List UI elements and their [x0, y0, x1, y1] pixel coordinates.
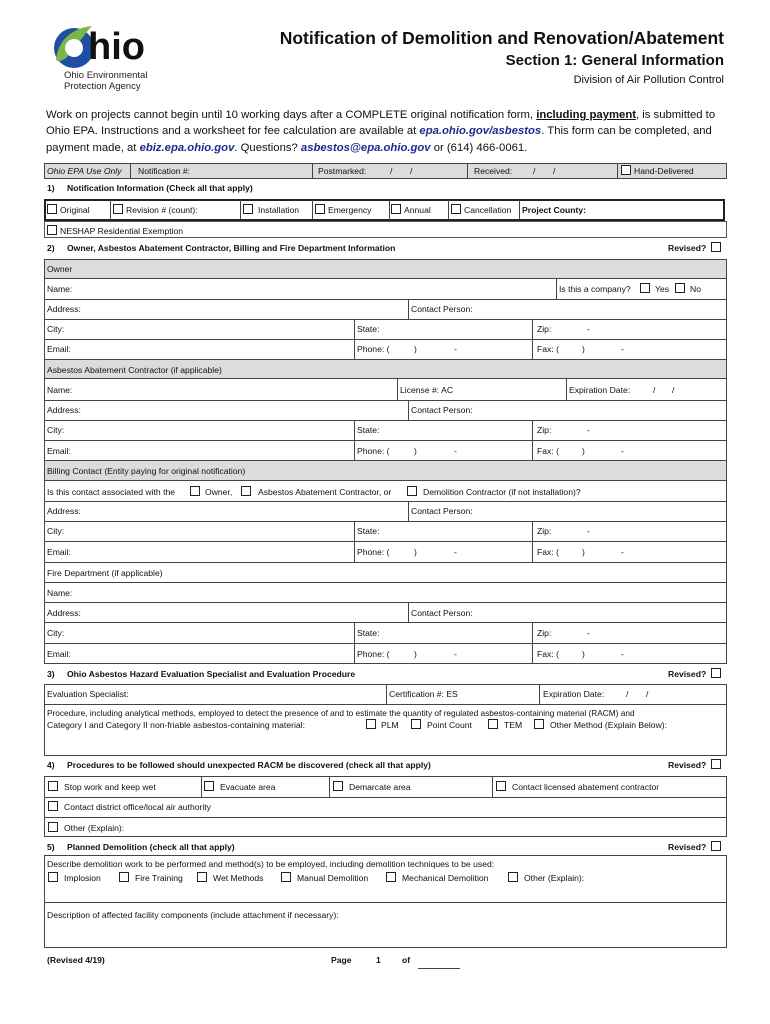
owner-address-label: Address:	[47, 304, 81, 314]
specialist-label: Evaluation Specialist:	[47, 689, 129, 699]
fire-training-label: Fire Training	[135, 873, 183, 883]
revision-label: Revision # (count):	[126, 205, 198, 215]
billing-demo-label: Demolition Contractor (if not installation)?	[423, 487, 581, 497]
license-label: License #: AC	[400, 385, 454, 395]
installation-label: Installation	[258, 205, 300, 215]
hand-delivered-label: Hand-Delivered	[634, 166, 694, 176]
manual-demolition-checkbox[interactable]	[281, 872, 291, 882]
stop-work-checkbox[interactable]	[48, 781, 58, 791]
evacuate-label: Evacuate area	[220, 782, 276, 792]
components-label: Description of affected facility components (include attachment if necessary):	[47, 910, 339, 920]
section-3-title: Ohio Asbestos Hazard Evaluation Specialist and Evaluation Procedure	[67, 669, 356, 679]
no-label: No	[690, 284, 701, 294]
ohio-epa-logo	[48, 22, 168, 94]
hand-delivered-checkbox[interactable]	[621, 165, 631, 175]
dash: -	[454, 446, 457, 456]
contractor-state-label: State:	[357, 425, 380, 435]
contractor-email-label: Email:	[47, 446, 71, 456]
demarcate-label: Demarcate area	[349, 782, 411, 792]
billing-owner-checkbox[interactable]	[190, 486, 200, 496]
dash: -	[587, 526, 590, 536]
section-3-number: 3)	[47, 669, 55, 679]
annual-label: Annual	[404, 205, 431, 215]
original-checkbox[interactable]	[47, 204, 57, 214]
fire-state-label: State:	[357, 628, 380, 638]
fire-email-label: Email:	[47, 649, 71, 659]
dash: -	[621, 446, 624, 456]
dash: -	[587, 425, 590, 435]
contractor-city-label: City:	[47, 425, 65, 435]
dash: -	[587, 628, 590, 638]
intro-paragraph	[46, 107, 736, 156]
division-title: Division of Air Pollution Control	[573, 74, 724, 86]
cancellation-label: Cancellation	[464, 205, 512, 215]
owner-email-label: Email:	[47, 344, 71, 354]
cancellation-checkbox[interactable]	[451, 204, 461, 214]
revised-label: Revised?	[668, 243, 707, 253]
dash: -	[454, 547, 457, 557]
dash: -	[621, 547, 624, 557]
section-1-title: Notification Information (Check all that apply)	[67, 183, 253, 193]
billing-owner-label: Owner,	[205, 487, 233, 497]
company-yes-checkbox[interactable]	[640, 283, 650, 293]
owner-contact-label: Contact Person:	[411, 304, 473, 314]
billing-contractor-checkbox[interactable]	[241, 486, 251, 496]
original-label: Original	[60, 205, 90, 215]
point-count-label: Point Count	[427, 720, 472, 730]
section-4-revised-checkbox[interactable]	[711, 759, 721, 769]
certification-label: Certification #: ES	[389, 689, 458, 699]
other-demolition-label: Other (Explain):	[524, 873, 585, 883]
point-count-checkbox[interactable]	[411, 719, 421, 729]
contractor-contact-label: Contact Person:	[411, 405, 473, 415]
revision-checkbox[interactable]	[113, 204, 123, 214]
company-no-checkbox[interactable]	[675, 283, 685, 293]
specialist-expiration-label: Expiration Date:	[543, 689, 605, 699]
section-2-title: Owner, Asbestos Abatement Contractor, Billing and Fire Department Information	[67, 243, 396, 253]
owner-phone-label: Phone: (	[357, 344, 390, 354]
contact-district-label: Contact district office/local air authority	[64, 802, 211, 812]
contractor-address-label: Address:	[47, 405, 81, 415]
other-procedure-checkbox[interactable]	[48, 822, 58, 832]
neshap-label: NESHAP Residential Exemption	[60, 226, 184, 236]
intro-text-4: . Questions?	[234, 141, 301, 154]
slash: /	[410, 166, 413, 176]
logo-sub-1: Ohio Environmental	[64, 70, 148, 81]
fire-city-label: City:	[47, 628, 65, 638]
owner-state-label: State:	[357, 324, 380, 334]
paren: )	[582, 446, 585, 456]
contact-licensed-checkbox[interactable]	[496, 781, 506, 791]
billing-phone-label: Phone: (	[357, 547, 390, 557]
intro-text-5: or (614) 466-0061.	[430, 141, 528, 154]
other-method-checkbox[interactable]	[534, 719, 544, 729]
form-title: Notification of Demolition and Renovation/Abatement	[279, 28, 724, 48]
fire-zip-label: Zip:	[537, 628, 552, 638]
slash: /	[553, 166, 556, 176]
page-label: Page	[331, 955, 352, 965]
slash: /	[646, 689, 649, 699]
tem-label: TEM	[504, 720, 523, 730]
paren: )	[414, 344, 417, 354]
revised-label: Revised?	[668, 842, 707, 852]
slash: /	[653, 385, 656, 395]
intro-text-2: , is submitted to Ohio EPA. Instructions and a worksheet for fee calculation are available at	[46, 109, 716, 138]
billing-fax-label: Fax: (	[537, 547, 559, 557]
section-4-number: 4)	[47, 760, 55, 770]
dash: -	[621, 649, 624, 659]
contact-district-checkbox[interactable]	[48, 801, 58, 811]
stop-work-label: Stop work and keep wet	[64, 782, 156, 792]
installation-checkbox[interactable]	[243, 204, 253, 214]
slash: /	[533, 166, 536, 176]
owner-header	[44, 259, 727, 279]
describe-demolition-label: Describe demolition work to be performed and method(s) to be employed, including demolition techniques to be used:	[47, 859, 495, 869]
received-label: Received:	[474, 166, 513, 176]
is-company-label: Is this a company?	[559, 284, 631, 294]
billing-email-label: Email:	[47, 547, 71, 557]
owner-zip-label: Zip:	[537, 324, 552, 334]
fire-contact-label: Contact Person:	[411, 608, 473, 618]
billing-contractor-label: Asbestos Abatement Contractor, or	[258, 487, 392, 497]
section-2-number: 2)	[47, 243, 55, 253]
revised-label: Revised?	[668, 760, 707, 770]
contractor-header-label: Asbestos Abatement Contractor (if applicable)	[47, 365, 222, 375]
dash: -	[454, 649, 457, 659]
contractor-fax-label: Fax: (	[537, 446, 559, 456]
tem-checkbox[interactable]	[488, 719, 498, 729]
other-procedure-label: Other (Explain):	[64, 823, 125, 833]
evacuate-checkbox[interactable]	[204, 781, 214, 791]
paren: )	[414, 446, 417, 456]
of-label: of	[402, 955, 411, 965]
section-title: Section 1: General Information	[505, 52, 724, 69]
procedure-text-1: Procedure, including analytical methods, employed to detect the presence of and to estimate the quantity of regulated asbestos-containing material (RACM) and	[47, 708, 635, 718]
postmarked-label: Postmarked:	[318, 166, 367, 176]
other-method-label: Other Method (Explain Below):	[550, 720, 668, 730]
revised-label: Revised?	[668, 669, 707, 679]
slash: /	[390, 166, 393, 176]
billing-contact-label: Contact Person:	[411, 506, 473, 516]
section-3-revised-checkbox[interactable]	[711, 668, 721, 678]
ebiz-link[interactable]: ebiz.epa.ohio.gov	[139, 141, 235, 154]
slash: /	[626, 689, 629, 699]
dash: -	[621, 344, 624, 354]
fire-phone-label: Phone: (	[357, 649, 390, 659]
implosion-checkbox[interactable]	[48, 872, 58, 882]
procedure-text-2: Category I and Category II non-friable asbestos-containing material:	[47, 720, 305, 730]
intro-text-1: Work on projects cannot begin until 10 working days after a COMPLETE original notification form,	[46, 109, 537, 121]
emergency-label: Emergency	[328, 205, 372, 215]
slash: /	[672, 385, 675, 395]
billing-header-label: Billing Contact (Entity paying for original notification)	[47, 466, 246, 476]
total-pages-line[interactable]	[418, 968, 460, 969]
emergency-checkbox[interactable]	[315, 204, 325, 214]
paren: )	[414, 547, 417, 557]
contractor-phone-label: Phone: (	[357, 446, 390, 456]
mechanical-demolition-checkbox[interactable]	[386, 872, 396, 882]
mechanical-demolition-label: Mechanical Demolition	[402, 873, 489, 883]
intro-bold: including payment	[536, 109, 636, 121]
fire-fax-label: Fax: (	[537, 649, 559, 659]
manual-demolition-label: Manual Demolition	[297, 873, 369, 883]
paren: )	[582, 649, 585, 659]
wet-methods-label: Wet Methods	[213, 873, 264, 883]
contractor-zip-label: Zip:	[537, 425, 552, 435]
fire-address-label: Address:	[47, 608, 81, 618]
paren: )	[582, 344, 585, 354]
section-5-title: Planned Demolition (check all that apply)	[67, 842, 235, 852]
billing-state-label: State:	[357, 526, 380, 536]
fire-header-label: Fire Department (if applicable)	[47, 568, 163, 578]
plm-label: PLM	[381, 720, 399, 730]
neshap-checkbox[interactable]	[47, 225, 57, 235]
billing-city-label: City:	[47, 526, 65, 536]
billing-address-label: Address:	[47, 506, 81, 516]
demarcate-checkbox[interactable]	[333, 781, 343, 791]
annual-checkbox[interactable]	[391, 204, 401, 214]
other-demolition-checkbox[interactable]	[508, 872, 518, 882]
section-2-revised-checkbox[interactable]	[711, 242, 721, 252]
owner-fax-label: Fax: (	[537, 344, 559, 354]
fire-name-label: Name:	[47, 588, 73, 598]
logo-word: hio	[88, 26, 145, 68]
section-1-number: 1)	[47, 183, 55, 193]
contractor-expiration-label: Expiration Date:	[569, 385, 631, 395]
asbestos-link[interactable]: epa.ohio.gov/asbestos	[419, 125, 542, 138]
billing-zip-label: Zip:	[537, 526, 552, 536]
paren: )	[582, 547, 585, 557]
billing-assoc-label: Is this contact associated with the	[47, 487, 176, 497]
epa-use-only-label: Ohio EPA Use Only	[47, 166, 122, 176]
notification-number-label: Notification #:	[138, 166, 191, 176]
section-5-number: 5)	[47, 842, 55, 852]
email-link[interactable]: asbestos@epa.ohio.gov	[300, 141, 431, 154]
paren: )	[414, 649, 417, 659]
intro-text-3: . This form can be completed, and payment made, at	[46, 125, 712, 154]
page-number: 1	[376, 955, 381, 965]
owner-header-label: Owner	[47, 264, 73, 274]
contractor-name-label: Name:	[47, 385, 73, 395]
owner-name-label: Name:	[47, 284, 73, 294]
logo-sub-2: Protection Agency	[64, 81, 141, 92]
plm-checkbox[interactable]	[366, 719, 376, 729]
yes-label: Yes	[655, 284, 670, 294]
project-county-label: Project County:	[522, 205, 586, 215]
section-4-title: Procedures to be followed should unexpected RACM be discovered (check all that apply)	[67, 760, 431, 770]
contact-licensed-label: Contact licensed abatement contractor	[512, 782, 660, 792]
dash: -	[587, 324, 590, 334]
wet-methods-checkbox[interactable]	[197, 872, 207, 882]
section-5-revised-checkbox[interactable]	[711, 841, 721, 851]
revision-date: (Revised 4/19)	[47, 955, 105, 965]
dash: -	[454, 344, 457, 354]
billing-demo-checkbox[interactable]	[407, 486, 417, 496]
fire-training-checkbox[interactable]	[119, 872, 129, 882]
owner-city-label: City:	[47, 324, 65, 334]
implosion-label: Implosion	[64, 873, 101, 883]
